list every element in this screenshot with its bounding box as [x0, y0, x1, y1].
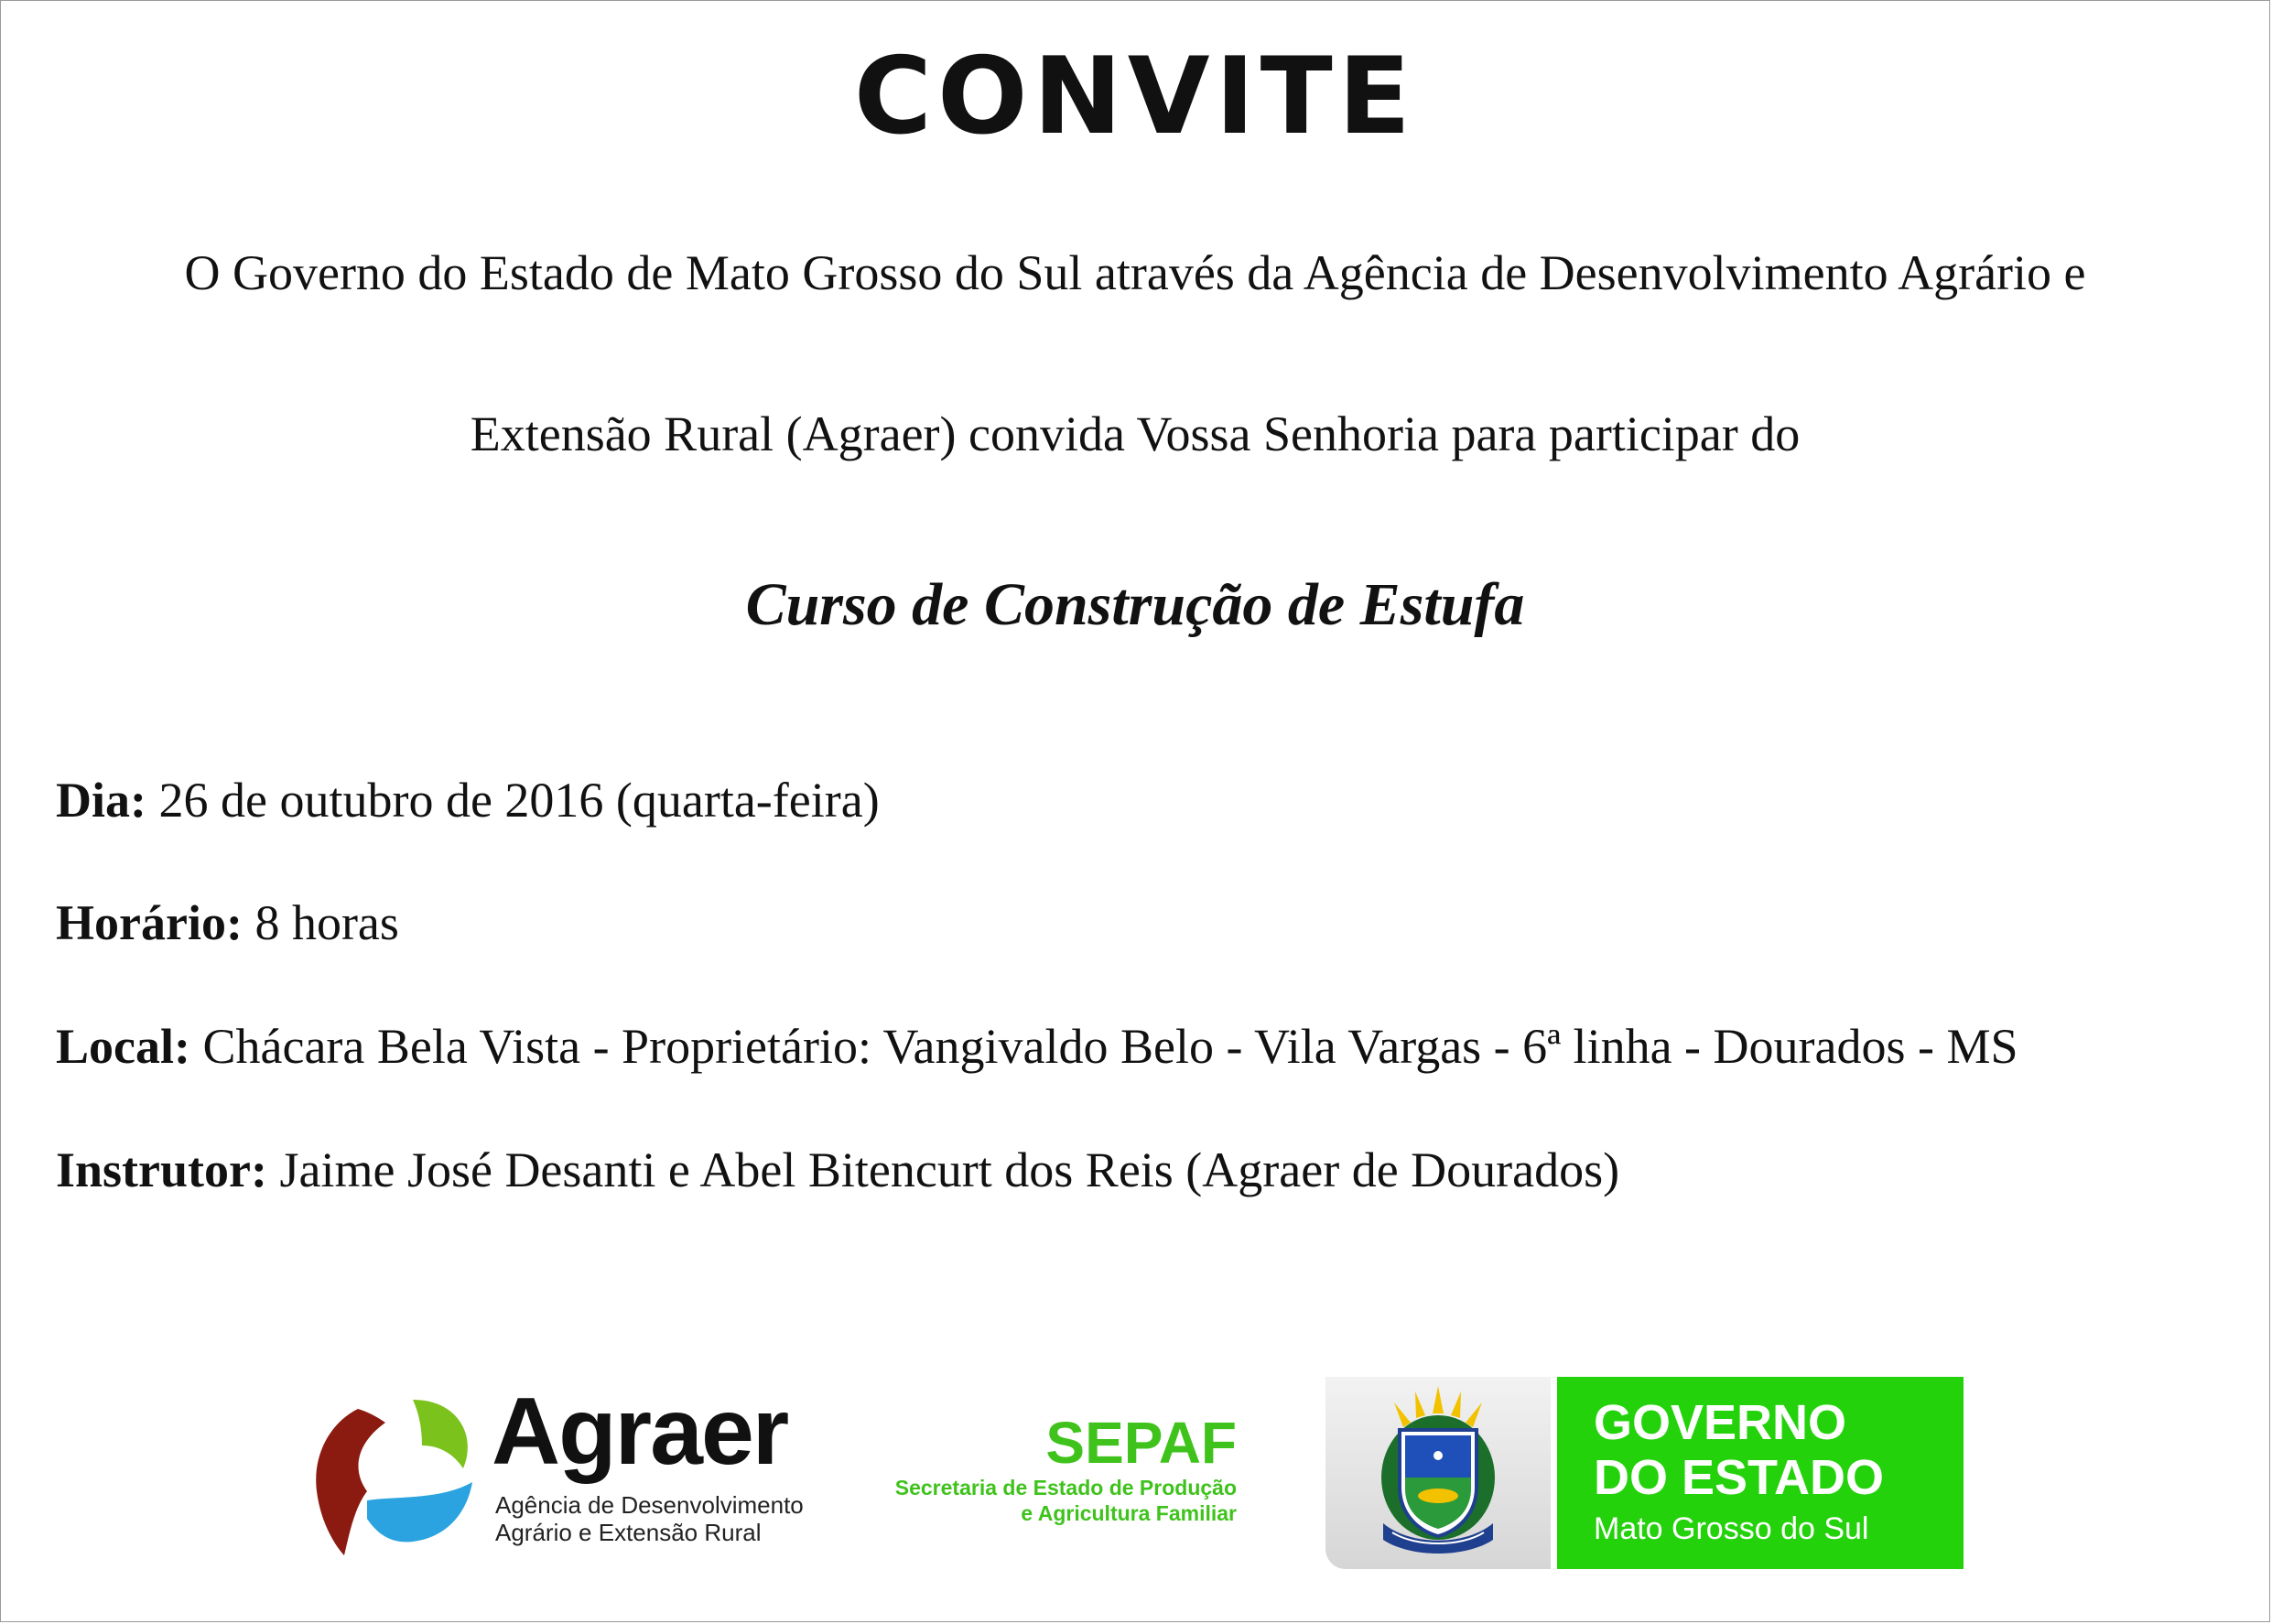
agraer-name: Agraer — [492, 1379, 788, 1485]
detail-time — [56, 891, 399, 955]
state-crest-icon — [1365, 1386, 1511, 1560]
agraer-logo — [303, 1381, 834, 1564]
detail-instructor — [56, 1138, 1619, 1202]
detail-time-value: 8 horas — [242, 895, 399, 950]
intro-line-1: O Governo do Estado de Mato Grosso do Sul através da Agência de Desenvolvimento Agrário e — [184, 245, 2086, 300]
sepaf-logo — [880, 1411, 1246, 1539]
detail-location-label: Local: — [56, 1019, 190, 1074]
detail-date-label: Dia: — [56, 773, 146, 828]
detail-date-value: 26 de outubro de 2016 (quarta-feira) — [146, 773, 880, 828]
governo-line-1: GOVERNO — [1594, 1395, 1847, 1450]
governo-estado-panel — [1557, 1377, 1964, 1569]
detail-instructor-label: Instrutor: — [56, 1142, 267, 1197]
course-title: Curso de Construção de Estufa — [745, 571, 1525, 638]
state-crest-panel — [1325, 1377, 1551, 1569]
detail-date — [56, 768, 880, 832]
agraer-swirl-icon — [303, 1381, 486, 1564]
agraer-subtitle-2: Agrário e Extensão Rural — [495, 1519, 762, 1546]
governo-line-3: Mato Grosso do Sul — [1594, 1511, 1869, 1546]
detail-time-label: Horário: — [56, 895, 243, 950]
intro-line-2: Extensão Rural (Agraer) convida Vossa Senhoria para participar do — [470, 406, 1801, 461]
agraer-subtitle-1: Agência de Desenvolvimento — [495, 1491, 804, 1519]
detail-location-value: Chácara Bela Vista - Proprietário: Vangivaldo Belo - Vila Vargas - 6ª linha - Dourados - MS — [189, 1019, 2018, 1074]
sepaf-name: SEPAF — [1045, 1410, 1237, 1476]
sepaf-subtitle-1: Secretaria de Estado de Produção — [894, 1476, 1237, 1499]
detail-location — [56, 1014, 2018, 1078]
sepaf-subtitle-2: e Agricultura Familiar — [1021, 1501, 1237, 1525]
governo-line-2: DO ESTADO — [1594, 1450, 1885, 1505]
detail-instructor-value: Jaime José Desanti e Abel Bitencurt dos Reis (Agraer de Dourados) — [266, 1142, 1620, 1197]
page-title: CONVITE — [853, 35, 1417, 158]
